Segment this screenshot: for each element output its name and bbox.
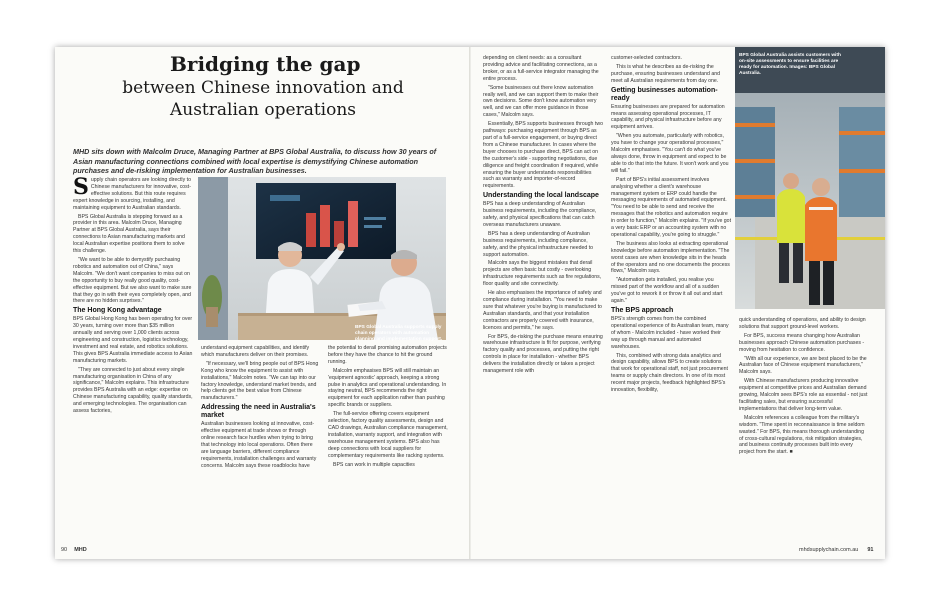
col5-para: Part of BPS's initial assessment involves analysing whether a client's warehouse management system or ERP could handle the messaging requirements of automated equipment. "You need to be able to send and receive the messages that the robotics and automation require in order to function," Malcolm explains. "If you've got a very basic ERP or an accounting system with no operational capability, you're going to struggle."	[611, 176, 731, 238]
col5-para: This, combined with strong data analytics and design capability, allows BPS to create solutions that work for operational staff, not just procurement teams or supply chain directors. In one of its most recent major projects, feedback highlighted BPS's innovation, flexibility,	[611, 352, 728, 394]
col6-para: Malcolm references a colleague from the military's wisdom. "Time spent in reconnaissance is time seldom wasted." For BPS, this means thorough understanding of cross-cultural regulations, risk mitigation strategies, and business continuity processes built into every project from the start. ■	[739, 414, 865, 456]
subheading-addressing-need: Addressing the need in Australia's market	[201, 404, 316, 420]
col5-para: The business also looks at extracting operational knowledge before automation implementation. "The worst cases are when knowledge sits in the heads of the operators and no one documents the process flows," Malcolm says.	[611, 240, 730, 275]
article-title: Bridging the gap	[170, 52, 361, 76]
column-1	[73, 177, 193, 545]
col6-para: With Chinese manufacturers producing innovative equipment at competitive prices and Australian demand growing, Malcolm sees BPS's role as essential - not just facilitating sales, but ensuring successful implementations that deliver long-term value.	[739, 378, 868, 412]
page-number-left: 90	[61, 547, 68, 553]
col5-para: BPS's strength comes from the combined operational experience of its Australian team, many of whom - Malcolm included - have worked their way up through manual and automated warehouses.	[611, 316, 729, 350]
col3-para: The full-service offering covers equipment selection, factory quality assessments, design and CAD drawings, Australian compliance management, installation, warranty support, and integration with warehouse management systems. BPS also has deep connections with local suppliers for complementary requirements like racking systems.	[328, 411, 448, 459]
standfirst: MHD sits down with Malcolm Druce, Managing Partner at BPS Global Australia, to discuss how 30 years of Asian manufacturing connections combined with local expertise is demystifying Chinese automation purchases and de-risking implementation for Australian businesses.	[73, 147, 437, 176]
subheading-local-landscape: Understanding the local landscape	[483, 192, 599, 200]
col1-para: upply chain operators are looking directly to Chinese manufacturers for innovative, cost-effective solutions. But this route requires expert knowledge in sourcing, installing, and maintaining equipment to Australian standards.	[73, 177, 191, 211]
photo-meeting-illustration	[198, 177, 446, 340]
column-6	[739, 317, 869, 545]
col4-para: For BPS, de-risking the purchase means ensuring warehouse infrastructure is fit for purpose, verifying factory quality and processes, and putting the right controls in place for installation - whether BPS delivers the installation directly or takes a project management role with	[483, 333, 603, 375]
col4-para: "Some businesses out there know automation really well, and we can support them to make their own decisions. Some don't know automation very well, and we can offer more guidance in those cases," Malcolm says.	[483, 84, 599, 119]
magazine-spread	[55, 47, 885, 559]
column-4	[483, 55, 603, 545]
col4-para: depending on client needs: as a consultant providing advice and facilitating connections, as a broker, or as a full-service integrator managing the entire process.	[483, 55, 599, 82]
col2-para: understand equipment capabilities, and identify which manufacturers deliver on their promises.	[201, 345, 310, 358]
col6-para: "With all our experience, we are best placed to be the Australian face of Chinese equipment manufacturers," Malcolm says.	[739, 355, 867, 376]
col4-para: He also emphasises the importance of safety and compliance during installation. "You need to make sure that whatever you're buying is manufactured to Australian standards, and that your installation contractors are properly covered with insurance, licences and permits," he says.	[483, 290, 602, 331]
column-2	[201, 345, 321, 545]
col4-para: Malcolm says the biggest mistakes that derail projects are often basic but costly - overlooking infrastructure requirements such as fire regulations, floor quality and site connectivity.	[483, 260, 602, 288]
col6-para: quick understanding of operations, and ability to design solutions that support ground-level workers.	[739, 317, 866, 330]
photo-warehouse-illustration	[735, 47, 885, 309]
subheading-automation-ready: Getting businesses automation-ready	[611, 86, 718, 102]
subheading-bps-approach: The BPS approach	[611, 307, 674, 314]
photo-warehouse-caption: BPS Global Australia assists customers with on-site assessments to ensure facilities are ready for automation. Images: BPS Global Australia.	[739, 53, 841, 76]
column-3	[328, 345, 448, 545]
col1-para: "They are connected to just about every single manufacturing organisation in China of any significance," Malcolm explains. This infrastructure provides BPS Australia with an edge: expertise on Chinese manufacturing capability, quality standards, and emerging technologies. The organisation can assess factories,	[73, 366, 193, 415]
photo-meeting-caption: BPS Global Australia supports supply chain operators with automation planning and implementation support.	[355, 325, 443, 342]
col3-para: BPS can work in multiple capacities	[333, 461, 415, 468]
photo-meeting	[198, 177, 446, 340]
col1-para: "We want to be able to demystify purchasing robotics and automation out of China," says Malcolm. "We don't want companies to miss out on the opportunity to buy really good quality, cost-effective equipment. But we also want to make sure that they go in with their eyes completely open, and there are no hidden surprises."	[73, 256, 192, 305]
article-subtitle: between Chinese innovation and Australian operations	[122, 78, 404, 120]
col1-para: BPS Global Australia is stepping forward as a provider in this area. Malcolm Druce, Managing Partner at BPS Global Australia, says their connections to Asian manufacturing markets and local Australian expertise positions them to solve this challenge.	[73, 213, 185, 255]
photo-warehouse	[735, 47, 885, 309]
col3-para: Malcolm emphasises BPS will still maintain an 'equipment agnostic' approach, keeping a strong pulse in analytics and operational understanding. In staying neutral, BPS recommends the right equipment for each application rather than pushing specific brands or suppliers.	[328, 367, 447, 409]
subheading-hong-kong: The Hong Kong advantage	[73, 307, 162, 315]
col5-para: customer-selected contractors.	[611, 55, 682, 61]
magazine-name: MHD	[74, 547, 87, 553]
col5-para: "When you automate, particularly with robotics, you have to change your operational processes," Malcolm emphasises. "You can't do what you've always done, throw in equipment and expect to be able to do that into the future. It won't work and you will fail."	[611, 133, 729, 174]
col6-para: For BPS, success means changing how Australian businesses approach Chinese automation purchases - moving from hesitation to confidence.	[739, 332, 865, 353]
page-number-right: 91	[867, 547, 874, 553]
page-gutter	[469, 47, 471, 559]
col4-para: BPS has a deep understanding of Australian business requirements, including compliance, safety, and the physical infrastructure needed to support automation.	[483, 230, 594, 258]
col2-para: "If necessary, we'll bring people out of BPS Hong Kong who know the equipment to assist with installations," Malcolm notes. "We can tap into our factory knowledge, understand market trends, and help clients get the best value from Chinese manufacturers."	[201, 360, 319, 402]
col2-para: Australian businesses looking at innovative, cost-effective equipment at trade shows or through online research face hurdles when trying to bring that technology into local operations. Often there are language barriers, different compliance requirements, installation challenges and warranty concerns. Malcolm says these roadblocks have	[201, 421, 317, 469]
col5-para: "Automation gets installed, you realise you missed part of the workflow and all of a sudden you've got to rework it or throw it all out and start again."	[611, 277, 723, 305]
dropcap: S	[73, 177, 89, 200]
col5-para: This is what he describes as de-risking the purchase, ensuring businesses understand and meet all Australian requirements from day one.	[611, 63, 721, 84]
col4-para: Essentially, BPS supports businesses through two pathways: purchasing equipment through BPS as part of a full-service engagement, or buying direct from a Chinese manufacturer. In cases where the buyer chooses to purchase direct, BPS can act on the customer's side - supporting negotiations, due diligence and freight coordination if required, while ensuring the buyer understands responsibilities such as warranty and importer-of-record requirements.	[483, 121, 603, 190]
col3-para: the potential to derail promising automation projects before they have the chance to hit the ground running.	[328, 345, 447, 365]
folio-right	[799, 547, 874, 553]
col1-para: BPS Global Hong Kong has been operating for over 30 years, turning over more than $35 million annually and serving over 1,000 clients across engineering and construction, logistics technology, investment and real estate, and robotics solutions. This gives BPS Australia immediate access to Asian manufacturing markets.	[73, 316, 193, 364]
col4-para: BPS has a deep understanding of Australian business requirements, including the compliance, safety, and physical specifications that can catch overseas manufacturers unaware.	[483, 201, 597, 228]
magazine-url: mhdsupplychain.com.au	[799, 547, 859, 553]
folio-left	[61, 547, 87, 553]
column-5	[611, 55, 731, 545]
col5-para: Ensuring businesses are prepared for automation means assessing operational processes, IT capability, and physical infrastructure before any equipment arrives.	[611, 103, 725, 131]
